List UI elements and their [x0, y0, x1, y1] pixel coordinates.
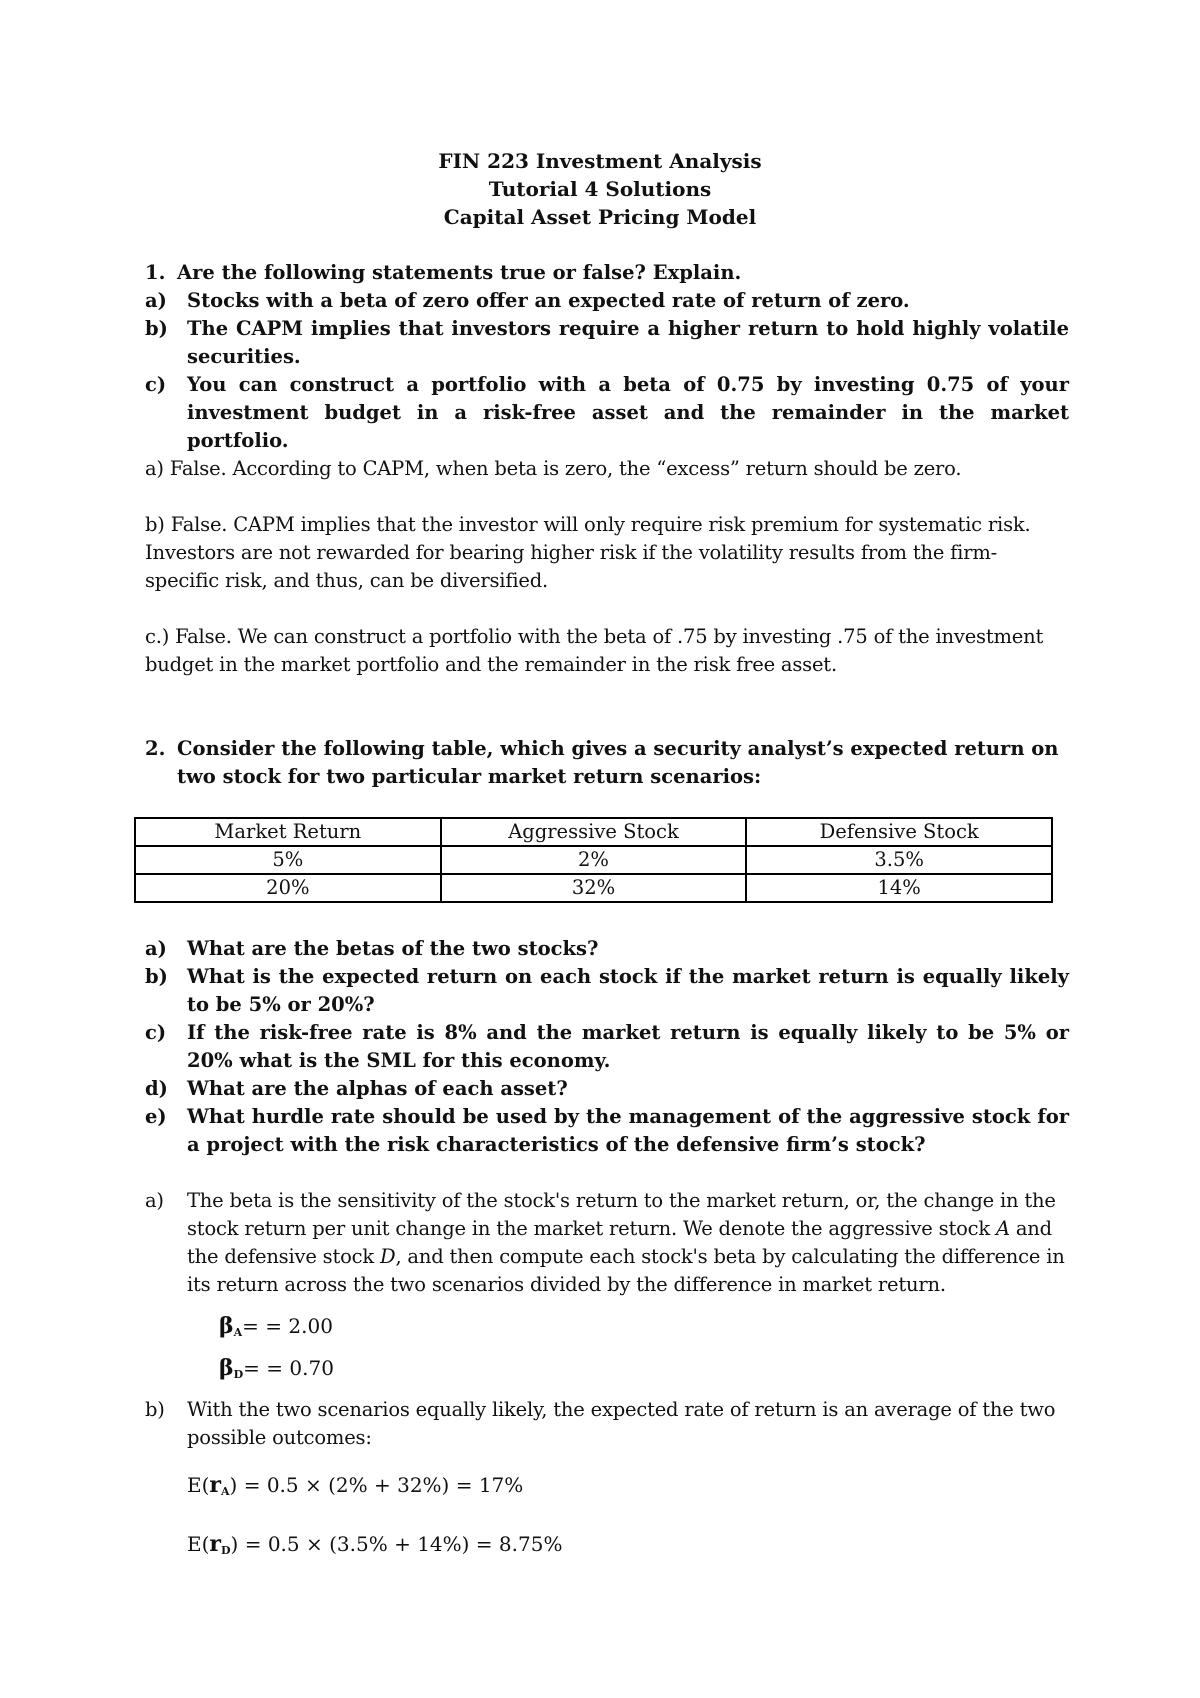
table-cell: 5% — [135, 846, 441, 874]
table-header-row — [135, 818, 1052, 846]
question-1-number: 1. — [145, 261, 166, 284]
beta-symbol: β — [219, 1313, 234, 1339]
header-market-return: Market Return — [135, 818, 441, 846]
table-cell: 20% — [135, 874, 441, 902]
table-cell: 2% — [441, 846, 747, 874]
q2-item-e-text: What hurdle rate should be used by the management of the aggressive stock for a project with the risk characteristics of the defensive firm’s stock? — [187, 1105, 1069, 1156]
expected-return-a-prefix: E( — [187, 1473, 210, 1497]
header-defensive-stock: Defensive Stock — [746, 818, 1052, 846]
q2-answer-b-label: b) — [145, 1398, 165, 1421]
stock-a-symbol: A — [995, 1217, 1010, 1240]
return-a-subscript: A — [221, 1485, 230, 1498]
q2-item-b-text: What is the expected return on each stock if the market return is equally likely to be 5% or 20%? — [187, 965, 1069, 1016]
table-cell: 3.5% — [746, 846, 1052, 874]
q1-item-c-label: c) — [145, 373, 167, 396]
q2-answer-a-text — [187, 1187, 1072, 1299]
topic-title: Capital Asset Pricing Model — [443, 205, 757, 229]
table-row — [135, 874, 1052, 902]
q2-answer-a-label: a) — [145, 1189, 164, 1212]
q2-answer-b-text: With the two scenarios equally likely, the expected rate of return is an average of the two possible outcomes: — [187, 1398, 1056, 1449]
q2-item-d-label: d) — [145, 1077, 168, 1100]
expected-return-d-formula — [187, 1530, 562, 1565]
q1-answer-c: c.) False. We can construct a portfolio with the beta of .75 by investing .75 of the investment budget in the market portfolio and the remainder in the risk free asset. — [145, 625, 1044, 676]
q1-item-a-label: a) — [145, 289, 167, 312]
beta-d-value: = = 0.70 — [243, 1356, 334, 1380]
q2-item-a-text: What are the betas of the two stocks? — [187, 937, 599, 960]
return-d-subscript: D — [221, 1544, 231, 1557]
market-scenario-table — [134, 817, 1053, 903]
q1-item-b-text: The CAPM implies that investors require a higher return to hold highly volatile securities. — [187, 317, 1069, 368]
expected-return-a-value: ) = 0.5 × (2% + 32%) = 17% — [229, 1473, 524, 1497]
header-aggressive-stock: Aggressive Stock — [441, 818, 747, 846]
expected-return-d-value: ) = 0.5 × (3.5% + 14%) = 8.75% — [230, 1532, 563, 1556]
expected-return-d-prefix: E( — [187, 1532, 210, 1556]
question-2-text: Consider the following table, which gives a security analyst’s expected return on two stock for two particular market return scenarios: — [177, 737, 1059, 788]
q2-item-b-label: b) — [145, 965, 168, 988]
question-1-text: Are the following statements true or false? Explain. — [177, 261, 742, 284]
beta-a-formula — [219, 1312, 333, 1347]
answer-a-pre: The beta is the sensitivity of the stock's return to the market return, or, the change in the stock return per unit change in the market return. We denote the aggressive stock — [187, 1189, 1056, 1240]
beta-symbol: β — [219, 1355, 234, 1381]
q1-item-b-label: b) — [145, 317, 168, 340]
table-cell: 14% — [746, 874, 1052, 902]
q2-item-c-label: c) — [145, 1021, 167, 1044]
q2-item-a-label: a) — [145, 937, 167, 960]
beta-d-subscript: D — [233, 1368, 244, 1381]
q2-item-c-text: If the risk-free rate is 8% and the market return is equally likely to be 5% or 20% what is the SML for this economy. — [187, 1021, 1069, 1072]
course-title: FIN 223 Investment Analysis — [438, 149, 762, 173]
stock-d-symbol: D — [380, 1245, 396, 1268]
q1-answer-b: b) False. CAPM implies that the investor will only require risk premium for systematic risk. Investors are not rewarded for bearing higher risk if the volatility results from the firm-specific risk, and thus, can be diversified. — [145, 513, 1031, 592]
beta-a-subscript: A — [233, 1326, 243, 1339]
question-2-number: 2. — [145, 737, 166, 760]
q1-item-a-text: Stocks with a beta of zero offer an expected rate of return of zero. — [187, 289, 910, 312]
tutorial-title: Tutorial 4 Solutions — [488, 177, 712, 201]
answer-a-post: , and then compute each stock's beta by calculating the difference in its return across the two scenarios divided by the difference in market return. — [187, 1245, 1065, 1296]
q2-item-e-label: e) — [145, 1105, 167, 1128]
q1-answer-a: a) False. According to CAPM, when beta is zero, the “excess” return should be zero. — [145, 457, 962, 480]
answer-a-mid: and the defensive stock — [187, 1217, 1052, 1268]
return-symbol: r — [209, 1531, 221, 1557]
expected-return-a-formula — [187, 1471, 523, 1506]
beta-d-formula — [219, 1354, 334, 1389]
q2-item-d-text: What are the alphas of each asset? — [187, 1077, 568, 1100]
q1-item-c-text: You can construct a portfolio with a beta of 0.75 by investing 0.75 of your investment budget in a risk-free asset and the remainder in the market portfolio. — [187, 373, 1069, 452]
return-symbol: r — [209, 1472, 221, 1498]
beta-a-value: = = 2.00 — [242, 1314, 333, 1338]
table-row — [135, 846, 1052, 874]
table-cell: 32% — [441, 874, 747, 902]
